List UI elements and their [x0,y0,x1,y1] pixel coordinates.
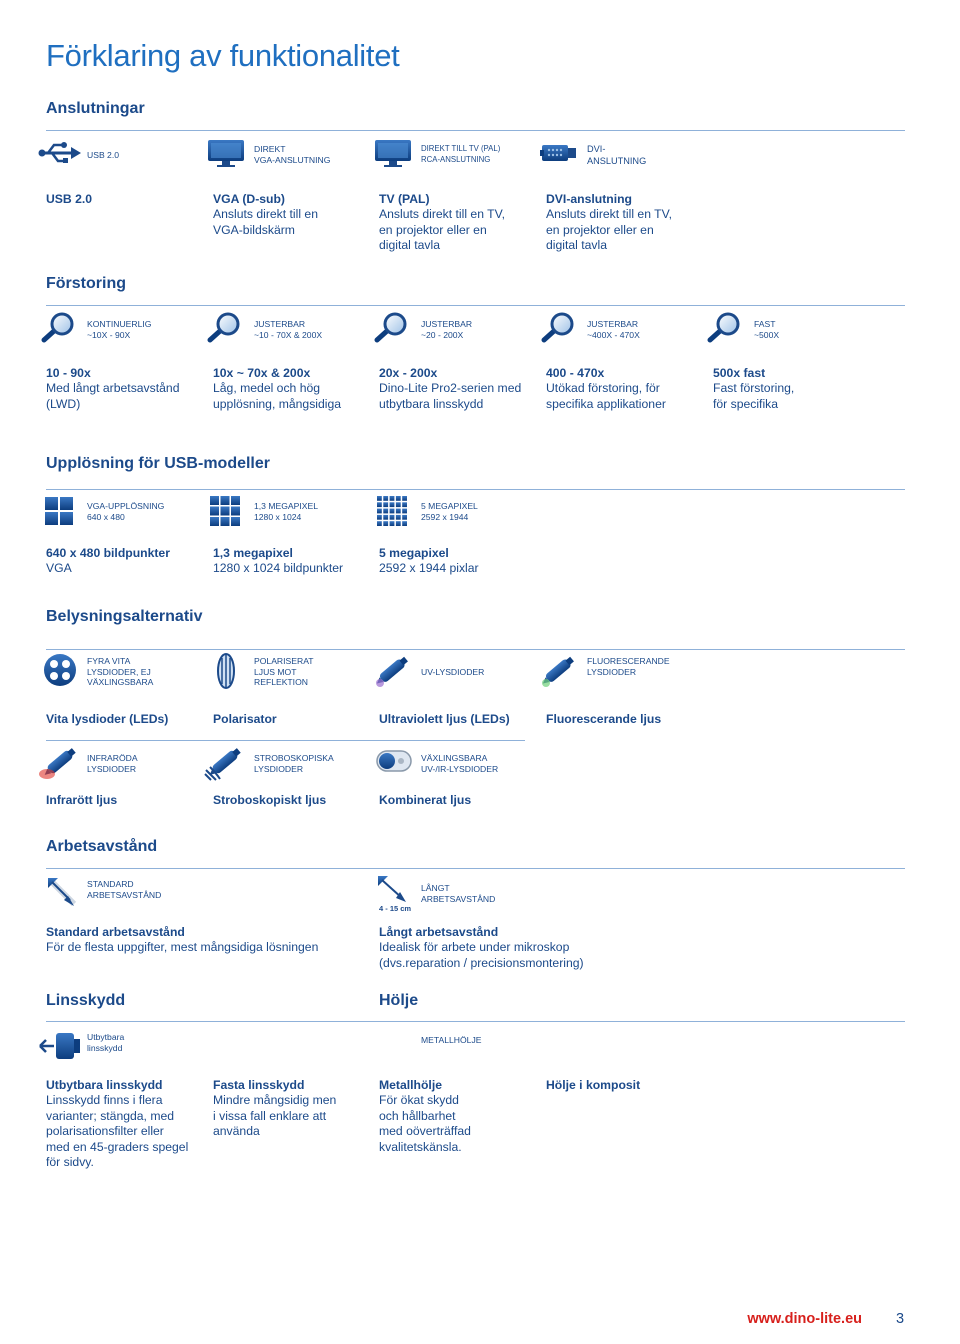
desc-vga: VGA (D-sub) Ansluts direkt till en VGA-bildskärm [213,192,318,237]
magnifier-icon [206,312,242,349]
icon-label: JUSTERBAR ~10 - 70X & 200X [254,319,323,340]
section-rule [46,740,405,741]
desc-light: Ultraviolett ljus (LEDs) [379,712,510,726]
desc-light: Infrarött ljus [46,793,118,807]
desc-mag: 500x fast Fast förstoring, för specifika [713,366,795,411]
lens-cap-swap-icon [38,1029,82,1068]
icon-label: USB 2.0 [87,150,120,160]
section-heading-forstoring: Förstoring [46,275,126,292]
icon-label: JUSTERBAR ~400X - 470X [587,319,640,340]
desc-mag: 10 - 90x Med långt arbetsavstånd (LWD) [46,366,180,411]
desc-resolution: 640 x 480 bildpunkter VGA [46,546,170,576]
page-title: Förklaring av funktionalitet [46,38,400,73]
distance-range-label: 4 - 15 cm [379,904,412,913]
magnifier-icon [706,312,742,349]
section-rule [46,1021,905,1022]
section-rule [46,649,905,650]
section-heading-belysning: Belysningsalternativ [46,608,203,625]
icon-label: JUSTERBAR ~20 - 200X [421,319,473,340]
magnifier-icon [540,312,576,349]
polarizer-icon [208,652,244,695]
icon-label: INFRARÖDA LYSDIODER [87,753,138,774]
desc-distance: Långt arbetsavstånd Idealisk för arbete under mikroskop (dvs.reparation / precisionsmontering) [379,925,584,970]
desc-usb: USB 2.0 [46,192,93,206]
icon-label: STANDARD ARBETSAVSTÅND [87,879,162,900]
magnifier-icon [373,312,409,349]
desc-mag: 400 - 470x Utökad förstoring, för specifika applikationer [546,366,666,411]
tv-icon [373,138,413,173]
fluorescent-led-icon [538,650,580,695]
usb-icon [38,140,82,171]
icon-label: KONTINUERLIG ~10X - 90X [87,319,152,340]
desc-tv: TV (PAL) Ansluts direkt till en TV, en projektor eller en digital tavla [379,192,505,253]
icon-label: DIREKT TILL TV (PAL) RCA-ANSLUTNING [421,144,501,164]
icon-label: POLARISERAT LJUS MOT REFLEKTION [254,656,314,687]
switch-toggle-icon [374,747,414,782]
icon-label: 1,3 MEGAPIXEL 1280 x 1024 [254,501,319,522]
resolution-grid-2x2-icon [44,496,74,531]
desc-dvi: DVI-anslutning Ansluts direkt till en TV, en projektor eller en digital tavla [546,192,672,253]
desc-light: Vita lysdioder (LEDs) [46,712,169,726]
icon-label: FLUORESCERANDE LYSDIODER [587,656,670,677]
four-leds-icon [42,652,78,693]
infrared-led-icon [38,742,82,787]
section-rule [46,868,905,869]
desc-housing: Hölje i komposit [546,1078,641,1092]
icon-label: STROBOSKOPISKA LYSDIODER [254,753,334,774]
icon-label: LÅNGT ARBETSAVSTÅND [421,883,496,904]
desc-light: Stroboskopiskt ljus [213,793,327,807]
desc-resolution: 5 megapixel 2592 x 1944 pixlar [379,546,479,576]
section-heading-upplosning: Upplösning för USB-modeller [46,455,270,472]
icon-label: VGA-UPPLÖSNING 640 x 480 [87,501,165,522]
desc-resolution: 1,3 megapixel 1280 x 1024 bildpunkter [213,546,344,576]
desc-light: Kombinerat ljus [379,793,472,807]
icon-label: UV-LYSDIODER [421,667,485,677]
desc-lens: Utbytbara linsskydd Linsskydd finns i flera varianter; stängda, med polarisationsfilter eller med en 45-graders spegel för sidvy. [46,1078,189,1170]
strobe-led-icon [203,742,247,787]
resolution-grid-5x5-icon [377,496,407,531]
icon-label: FAST ~500X [754,319,780,340]
icon-label: VÄXLINGSBARA UV-/IR-LYSDIODER [421,753,499,774]
resolution-grid-3x3-icon [210,496,240,531]
desc-lens: Fasta linsskydd Mindre mångsidig men i vissa fall enklare att använda [213,1078,337,1139]
section-heading-arbetsavstand: Arbetsavstånd [46,838,158,855]
magnifier-icon [40,312,76,349]
uv-led-icon [372,650,414,695]
icon-label: 5 MEGAPIXEL 2592 x 1944 [421,501,478,522]
desc-light: Fluorescerande ljus [546,712,662,726]
section-rule [46,305,905,306]
dvi-connector-icon [538,138,580,173]
metal-housing-icon [378,1030,412,1063]
desc-light: Polarisator [213,712,277,726]
section-rule [46,489,905,490]
monitor-icon [206,138,246,173]
page-number: 3 [896,1311,905,1327]
section-heading-anslutningar: Anslutningar [46,100,145,117]
section-heading-linsskydd: Linsskydd [46,992,126,1009]
section-heading-holje: Hölje [379,992,419,1009]
desc-mag: 10x ~ 70x & 200x Låg, medel och hög upplösning, mångsidiga [213,366,342,411]
icon-label: DVI- ANSLUTNING [587,144,647,166]
desc-housing: Metallhölje För ökat skydd och hållbarhet med oöverträffad kvalitetskänsla. [379,1078,471,1154]
icon-label: FYRA VITA LYSDIODER, EJ VÄXLINGSBARA [87,656,154,687]
desc-distance: Standard arbetsavstånd För de flesta uppgifter, mest mångsidiga lösningen [46,925,319,955]
standard-distance-icon [44,876,80,915]
icon-label: Utbytbara linsskydd [87,1032,125,1053]
section-rule [46,130,905,131]
icon-label: METALLHÖLJE [421,1035,482,1045]
footer-url-link[interactable]: www.dino-lite.eu [747,1311,862,1327]
icon-label: DIREKT VGA-ANSLUTNING [254,144,331,165]
desc-mag: 20x - 200x Dino-Lite Pro2-serien med utbytbara linsskydd [379,366,522,411]
section-rule [379,740,525,741]
